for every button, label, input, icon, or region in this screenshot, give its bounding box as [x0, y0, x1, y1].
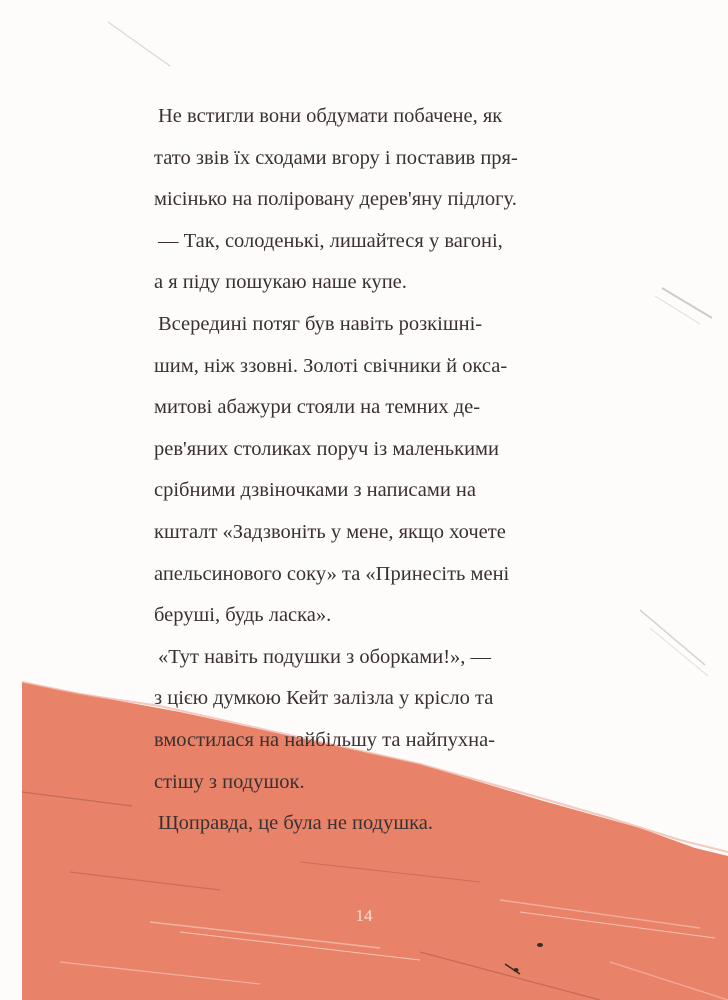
text-line: тато звів їх сходами вгору і поставив пря-: [154, 146, 518, 169]
paragraph-2: [154, 221, 620, 304]
paragraph-3: [154, 304, 620, 637]
paragraph-1: [154, 96, 620, 221]
text-line: стішу з подушок.: [154, 770, 305, 793]
text-line: рев'яних столиках поруч із маленькими: [154, 437, 499, 460]
sketch-stroke: [108, 22, 170, 66]
text-line: вмостилася на найбільшу та найпухна-: [154, 728, 496, 751]
body-text: [154, 96, 620, 845]
sketch-stroke: [662, 288, 712, 318]
text-line: — Так, солоденькі, лишайтеся у вагоні,: [158, 229, 503, 252]
text-line: шим, ніж ззовні. Золоті свічники й окса-: [154, 354, 508, 377]
page-number: 14: [355, 906, 373, 925]
text-line: а я піду пошукаю наше купе.: [154, 271, 407, 294]
ink-dot: [537, 943, 543, 947]
text-line: апельсинового соку» та «Принесіть мені: [154, 562, 510, 585]
sketch-stroke: [640, 610, 705, 665]
text-line: беруші, будь ласка».: [154, 604, 332, 627]
paragraph-4: [154, 637, 620, 803]
paragraph-5: [158, 803, 620, 845]
text-line: Щоправда, це була не подушка.: [158, 812, 434, 835]
text-line: місінько на поліровану дерев'яну підлогу.: [154, 188, 517, 211]
text-line: кшталт «Задзвоніть у мене, якщо хочете: [154, 520, 506, 543]
sketch-stroke: [655, 296, 700, 324]
text-line: митові абажури стояли на темних де-: [154, 396, 481, 419]
text-line: срібними дзвіночками з написами на: [154, 479, 477, 502]
text-line: Всередині потяг був навіть розкішні-: [158, 312, 483, 335]
sketch-stroke: [650, 628, 708, 676]
text-line: з цією думкою Кейт залізла у крісло та: [154, 687, 494, 710]
text-line: Не встигли вони обдумати побачене, як: [158, 105, 503, 127]
text-line: «Тут навіть подушки з оборками!», —: [158, 645, 492, 668]
